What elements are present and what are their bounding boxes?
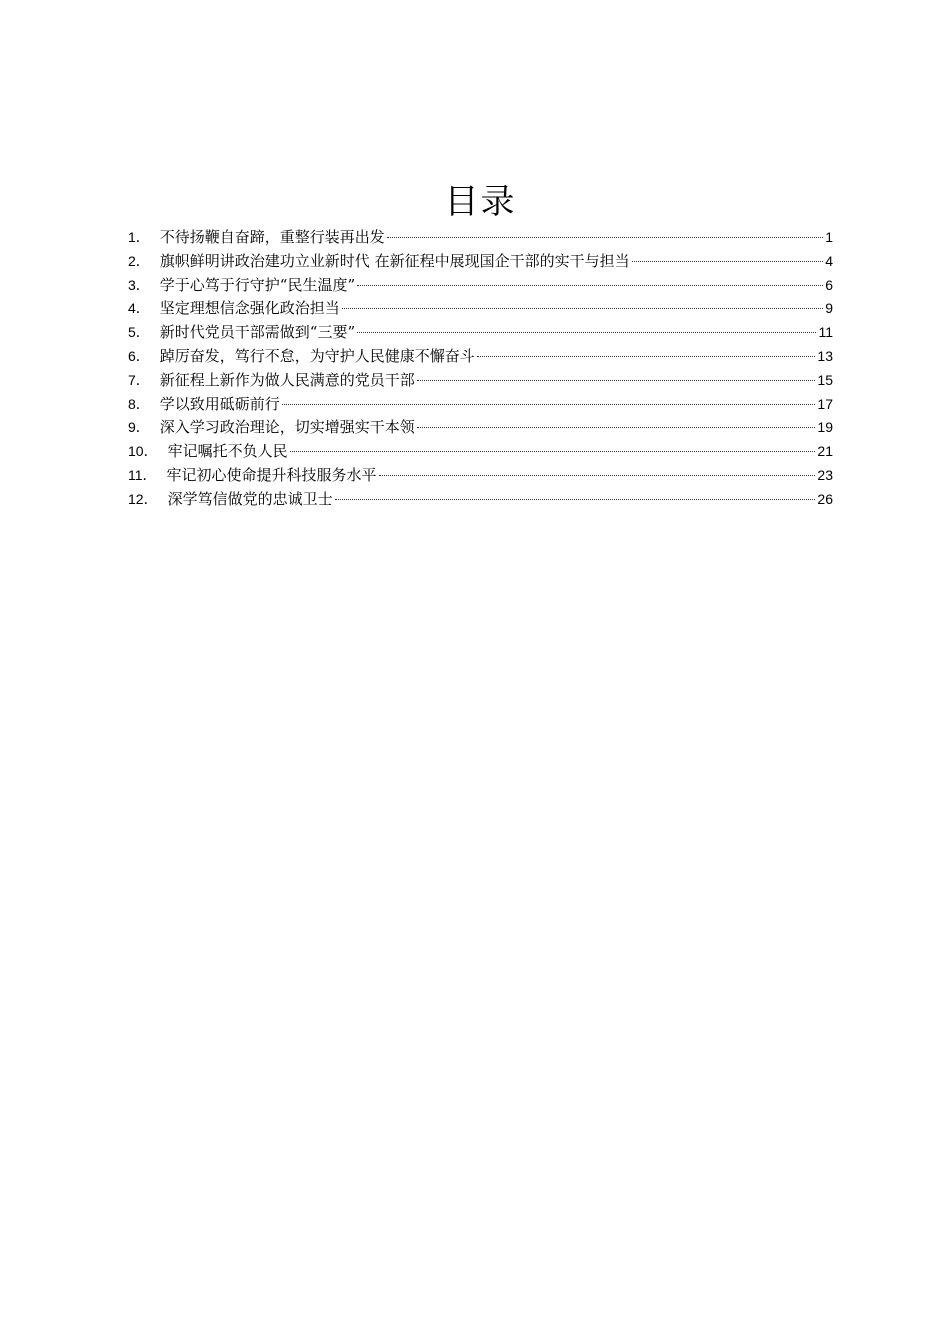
- toc-entry-page: 11: [818, 324, 833, 341]
- toc-leader-dots: [342, 308, 823, 309]
- toc-entry-number: 8．: [128, 395, 150, 412]
- toc-entry-title: 踔厉奋发，笃行不怠，为守护人民健康不懈奋斗: [159, 346, 475, 365]
- toc-entry[interactable]: [128, 250, 833, 274]
- toc-leader-dots: [417, 380, 816, 381]
- toc-entry-page: 1: [825, 229, 833, 245]
- toc-entry-title: 坚定理想信念强化政治担当: [159, 299, 340, 318]
- toc-entry-page: 6: [825, 276, 833, 293]
- toc-leader-dots: [335, 499, 816, 500]
- toc-entry-title: 牢记嘱托不负人民: [167, 442, 288, 461]
- toc-entry-title: 旗帜鲜明讲政治建功立业新时代 在新征程中展现国企干部的实干与担当: [159, 251, 630, 270]
- toc-entry-page: 4: [825, 252, 833, 269]
- toc-entry-number: 1．: [128, 229, 150, 245]
- toc-entry-number: 9．: [128, 419, 150, 436]
- toc-entry-number: 11．: [128, 466, 157, 483]
- toc-entry[interactable]: [128, 321, 833, 345]
- toc-leader-dots: [379, 475, 816, 476]
- toc-entry-title: 新征程上新作为做人民满意的党员干部: [159, 370, 415, 389]
- toc-leader-dots: [632, 261, 824, 262]
- toc-entry-title: 新时代党员干部需做到“三要”: [159, 323, 356, 342]
- toc-entry-page: 17: [817, 395, 833, 412]
- toc-entry-page: 19: [817, 419, 833, 436]
- toc-entry[interactable]: [128, 488, 833, 512]
- toc-entry-number: 5．: [128, 324, 150, 341]
- toc-entry-title: 牢记初心使命提升科技服务水平: [166, 465, 377, 484]
- toc-leader-dots: [290, 451, 816, 452]
- toc-entry[interactable]: [128, 440, 833, 464]
- toc-leader-dots: [417, 427, 816, 428]
- toc-entry-title: 学以致用砥砺前行: [159, 394, 280, 413]
- toc-entry-number: 12．: [128, 490, 158, 507]
- toc-entry-page: 26: [817, 490, 833, 507]
- toc-entry[interactable]: [128, 226, 833, 250]
- toc-entry[interactable]: [128, 464, 833, 488]
- toc-entry[interactable]: [128, 274, 833, 298]
- toc-entry-title: 深入学习政治理论，切实增强实干本领: [159, 418, 415, 437]
- toc-leader-dots: [357, 332, 816, 333]
- toc-leader-dots: [357, 285, 823, 286]
- toc-leader-dots: [282, 404, 816, 405]
- toc-entry-page: 13: [817, 347, 833, 364]
- toc-entry-number: 3．: [128, 276, 150, 293]
- toc-entry[interactable]: [128, 416, 833, 440]
- toc-title: 目录: [444, 182, 517, 222]
- toc-entry-number: 4．: [128, 300, 150, 317]
- toc-entry-number: 7．: [128, 371, 150, 388]
- toc-entry-title: 学于心笃于行守护“民生温度”: [159, 275, 356, 294]
- toc-list: [128, 226, 833, 512]
- toc-leader-dots: [387, 237, 823, 238]
- toc-leader-dots: [477, 356, 816, 357]
- toc-entry-page: 23: [817, 466, 833, 483]
- toc-entry-page: 15: [817, 371, 833, 388]
- toc-entry-page: 9: [825, 300, 833, 317]
- toc-entry[interactable]: [128, 369, 833, 393]
- toc-entry-title: 不待扬鞭自奋蹄，重整行装再出发: [159, 228, 385, 246]
- toc-entry-number: 6．: [128, 347, 150, 364]
- toc-entry[interactable]: [128, 297, 833, 321]
- toc-entry-page: 21: [817, 443, 833, 460]
- toc-entry-number: 2．: [128, 252, 150, 269]
- toc-entry-title: 深学笃信做党的忠诚卫士: [167, 489, 333, 508]
- toc-entry[interactable]: [128, 393, 833, 417]
- table-of-contents: [128, 178, 833, 512]
- toc-entry[interactable]: [128, 345, 833, 369]
- toc-entry-number: 10．: [128, 443, 158, 460]
